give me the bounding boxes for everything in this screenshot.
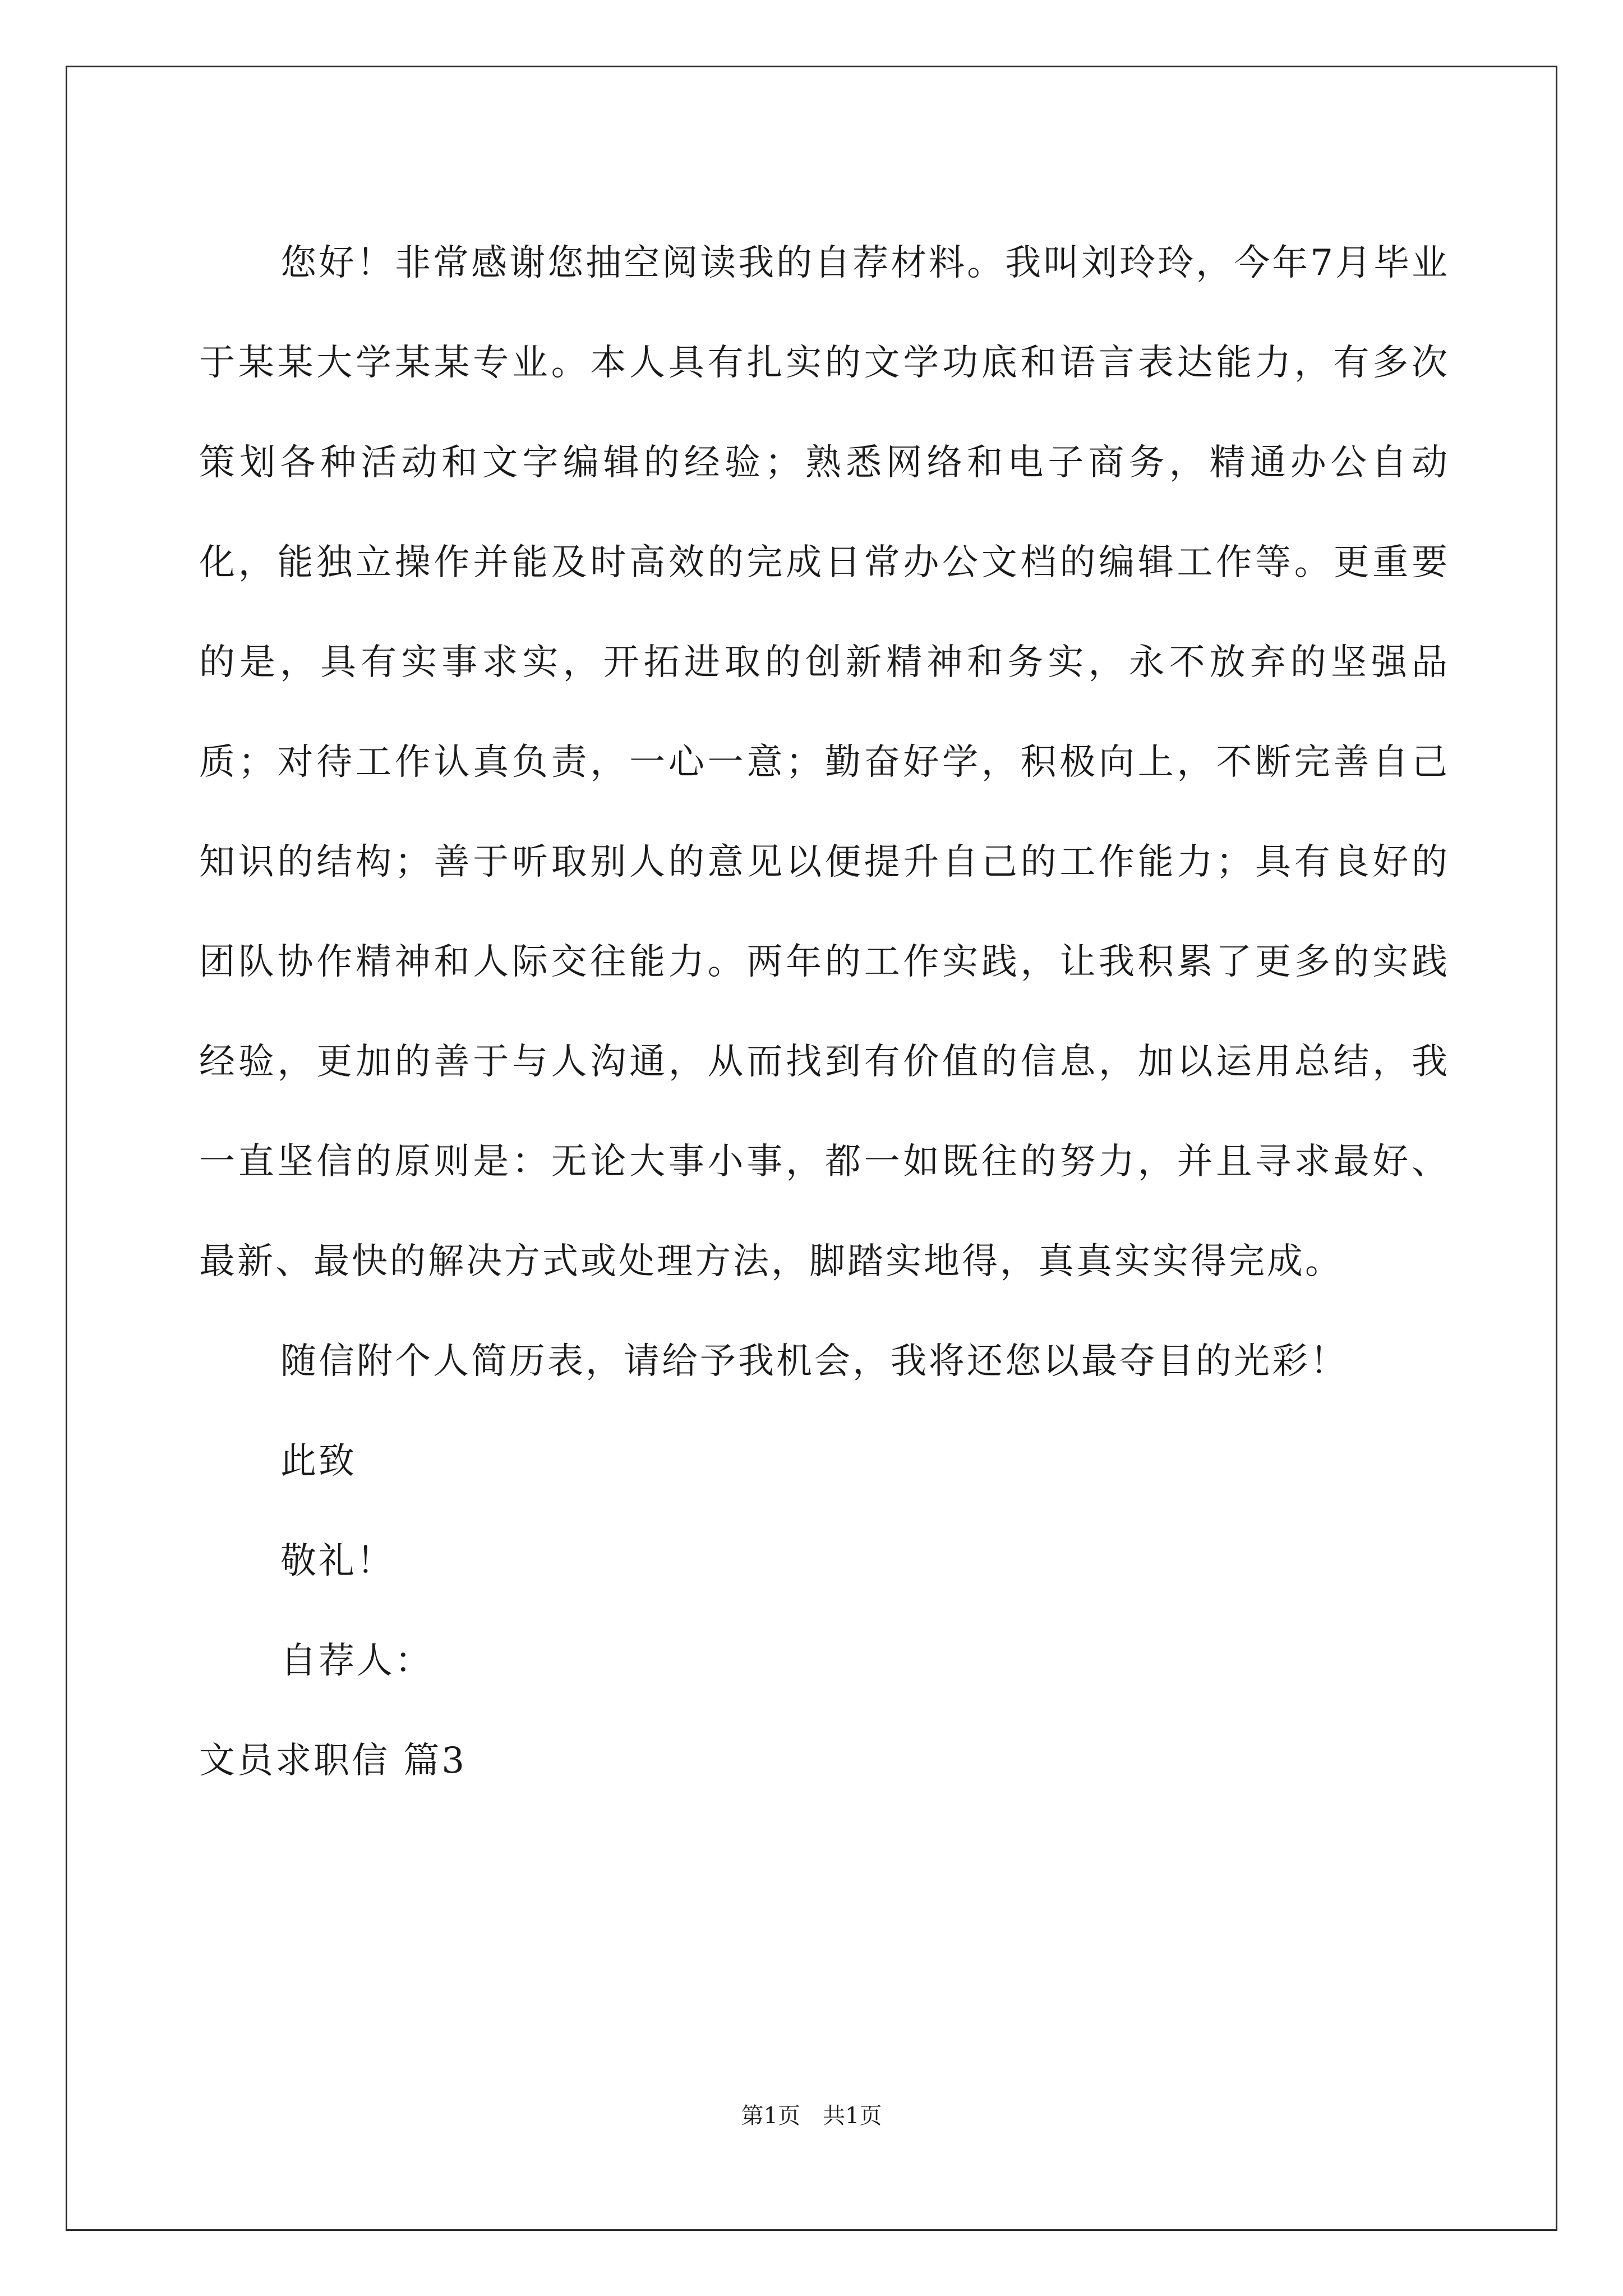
section-heading: 文员求职信 篇3 (199, 1740, 467, 1782)
closing-regards: 敬礼！ (280, 1540, 395, 1582)
closing-salutation: 此致 (280, 1441, 357, 1482)
document-body (199, 213, 1450, 1811)
paragraph-self-introduction: 您好！非常感谢您抽空阅读我的自荐材料。我叫刘玲玲，今年7月毕业于某某大学某某专业。本人具有扎实的文学功底和语言表达能力，有多次策划各种活动和文字编辑的经验；熟悉网络和电子商务，精通办公自动化，能独立操作并能及时高效的完成日常办公文档的编辑工作等。更重要的是，具有实事求实，开拓进取的创新精神和务实，永不放弃的坚强品质；对待工作认真负责，一心一意；勤奋好学，积极向上，不断完善自己知识的结构；善于听取别人的意见以便提升自己的工作能力；具有良好的团队协作精神和人际交往能力。两年的工作实践，让我积累了更多的实践经验，更加的善于与人沟通，从而找到有价值的信息，加以运用总结，我一直坚信的原则是：无论大事小事，都一如既往的努力，并且寻求最好、最新、最快的解决方式或处理方法，脚踏实地得，真真实实得完成。 (199, 242, 1450, 1282)
paragraph-resume-attached: 随信附个人简历表，请给予我机会，我将还您以最夺目的光彩！ (280, 1341, 1348, 1382)
page-footer: 第1页 共1页 (741, 2103, 882, 2129)
signature-line: 自荐人： (280, 1640, 433, 1682)
